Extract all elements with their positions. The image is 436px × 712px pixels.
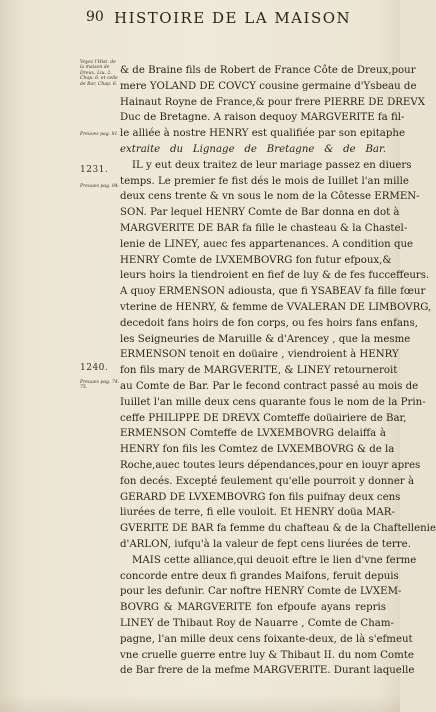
page-edge-shadow — [0, 694, 400, 712]
text-line: Duc de Bretagne. A raison dequoy MARGVERITE fa fil- — [120, 112, 405, 124]
text-line: Roche,auec toutes leurs dépendances,pour en iouyr apres — [120, 460, 421, 471]
text-line: IL y eut deux traitez de leur mariage passez en diuers — [132, 159, 412, 171]
text-line: de Bar frere de la mefme MARGVERITE. Durant laquelle — [120, 665, 415, 677]
page-header — [86, 9, 386, 29]
text-line: pour les defunir. Car noftre HENRY Comte de LVXEM- — [120, 586, 402, 598]
text-line: lenie de LINEY, auec fes appartenances. A condition que — [120, 238, 414, 250]
text-line: le alliée à nostre HENRY est qualifiée par son epitaphe — [120, 128, 405, 140]
text-line: pagne, l'an mille deux cens foixante-deux, de là s'efmeut — [120, 633, 413, 645]
margin-note: Preuves pag. 81. — [80, 132, 119, 137]
text-line: d'ARLON, iufqu'à la valeur de fept cens liurées de terre. — [120, 539, 411, 550]
text-line: liurées de terre, fi elle vouloit. Et HENRY doüa MAR- — [120, 507, 395, 519]
text-line: extraite du Lignage de Bretagne & de Bar. — [120, 144, 386, 155]
text-line: HENRY fon fils les Comtez de LVXEMBOVRG & de la — [120, 444, 395, 456]
text-line: ceffe PHILIPPE DE DREVX Comteffe doüairiere de Bar, — [120, 412, 407, 424]
text-line: A quoy ERMENSON adiousta, que fi YSABEAV fa fille fœur — [120, 286, 426, 298]
margin-year: 1240. — [80, 363, 109, 373]
text-line: fon fils mary de MARGVERITE, & LINEY retourneroit — [120, 365, 398, 377]
margin-year: 1231. — [80, 165, 109, 175]
running-title: HISTOIRE DE LA MAISON — [114, 9, 352, 27]
text-line: decedoit fans hoirs de fon corps, ou fes hoirs fans enfans, — [120, 317, 418, 329]
text-line: MARGVERITE DE BAR fa fille le chasteau & la Chastel- — [120, 223, 408, 234]
text-line: Hainaut Royne de France,& pour frere PIERRE DE DREVX — [120, 96, 425, 108]
text-line: vterine de HENRY, & femme de VVALERAN DE LIMBOVRG, — [120, 302, 432, 313]
margin-note: Preuues pag. 84. — [80, 184, 120, 189]
margin-note: Voyez l'Hist. de la maison de Dreux, Liu. 2. Chap. 6. et celle de Bar, Chap. 6. — [80, 60, 118, 87]
text-line: GVERITE DE BAR fa femme du chafteau & de la Chaftellenie — [120, 523, 436, 535]
text-line: les Seigneuries de Maruille & d'Arencey , que la mesme — [120, 333, 411, 345]
text-line: deux cens trente & vn sous le nom de la Côtesse ERMEN- — [120, 191, 420, 203]
text-line: BOVRG & MARGVERITE fon efpoufe ayans repris — [120, 602, 386, 614]
text-line: vne cruelle guerre entre luy & Thibaut II. du nom Comte — [120, 649, 414, 661]
text-line: SON. Par lequel HENRY Comte de Bar donna en dot à — [120, 207, 400, 219]
text-line: HENRY Comte de LVXEMBOVRG fon futur efpoux,& — [120, 254, 392, 266]
page-number: 90 — [86, 9, 104, 25]
text-line: temps. Le premier fe fist dés le mois de Iuillet l'an mille — [120, 175, 409, 187]
text-line: MAIS cette alliance,qui deuoit eftre le lien d'vne ferme — [132, 554, 417, 566]
text-line: concorde entre deux fi grandes Maifons, feruit depuis — [120, 570, 399, 582]
margin-note: Preuues pag. 74. 75. — [80, 380, 120, 391]
text-line: Iuillet l'an mille deux cens quarante fous le nom de la Prin- — [120, 396, 426, 408]
text-line: GERARD DE LVXEMBOVRG fon fils puifnay deux cens — [120, 491, 401, 503]
text-line: au Comte de Bar. Par le fecond contract passé au mois de — [120, 381, 419, 392]
text-line: ERMENSON tenoit en doüaire , viendroient à HENRY — [120, 349, 399, 361]
text-line: LINEY de Thibaut Roy de Nauarre , Comte de Cham- — [120, 618, 394, 629]
text-line: leurs hoirs la tiendroient en fief de luy & de fes fucceffeurs. — [120, 270, 430, 282]
text-line: fon decés. Excepté feulement qu'elle pourroit y donner à — [120, 475, 415, 487]
text-line: mere YOLAND DE COVCY cousine germaine d'Ysbeau de — [120, 80, 417, 92]
text-line: & de Braine fils de Robert de France Côte de Dreux,pour — [120, 65, 416, 76]
text-line: ERMENSON Comteffe de LVXEMBOVRG delaiffa à — [120, 428, 386, 440]
